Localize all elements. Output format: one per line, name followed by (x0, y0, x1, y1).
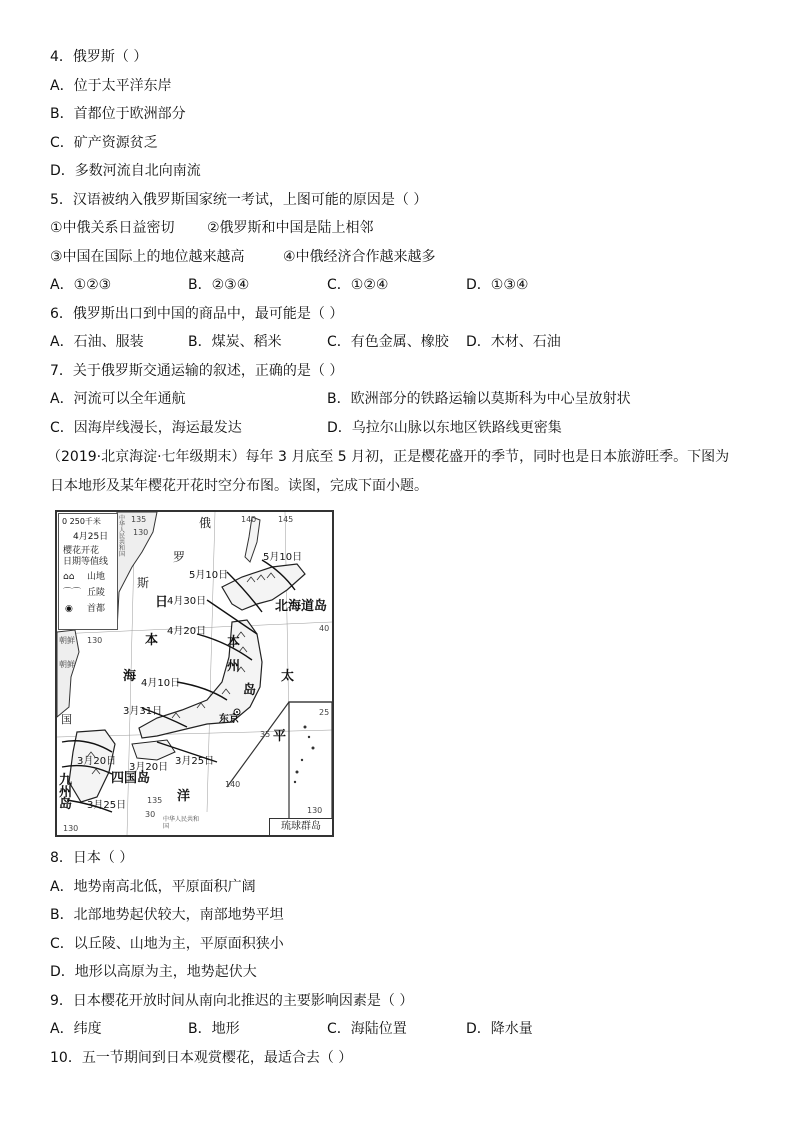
q7-option-d: D．乌拉尔山脉以东地区铁路线更密集 (327, 420, 562, 436)
legend-isoline-desc-2: 日期等值线 (63, 557, 109, 567)
label-pacific-2: 平 (273, 729, 287, 744)
coord-lon-135-top: 135 (131, 515, 147, 524)
coord-lon-130-top: 130 (133, 528, 149, 537)
q8-option-d: D．地形以高原为主，地势起伏大 (50, 964, 257, 980)
coord-inset-25: 25 (319, 708, 330, 717)
label-sea-japan-3: 海 (123, 669, 137, 684)
q4-option-a: A．位于太平洋东岸 (50, 78, 172, 94)
q4-option-b: B．首都位于欧洲部分 (50, 106, 186, 122)
isoline-may10-b: 5月10日 (189, 570, 229, 581)
intro-line-2: 日本地形及某年樱花开花时空分布图。读图，完成下面小题。 (50, 478, 428, 494)
q7-option-c: C．因海岸线漫长，海运最发达 (50, 420, 242, 436)
label-honshu-2: 州 (227, 659, 241, 674)
q6-option-a: A．石油、服装 (50, 334, 144, 350)
isoline-mar25-b: 3月25日 (87, 800, 127, 811)
label-russia-3: 斯 (137, 576, 150, 590)
coord-lon-145-top: 145 (278, 515, 294, 524)
label-honshu-3: 岛 (243, 683, 257, 698)
q8-option-c: C．以丘陵、山地为主，平原面积狭小 (50, 936, 284, 952)
q4-stem: 4．俄罗斯（ ） (50, 49, 148, 65)
coord-lon-130-bottom: 130 (63, 824, 79, 833)
legend-mountain: 山地 (87, 572, 106, 582)
label-hokkaido: 北海道岛 (275, 599, 328, 614)
coord-lat-35: 35 (260, 730, 271, 739)
label-korea-south: 朝鲜 (59, 660, 75, 669)
label-honshu-1: 本 (227, 635, 241, 650)
label-china-top: 中华人民共和国 (119, 515, 126, 558)
label-pacific-1: 太 (281, 669, 295, 684)
q5-statement-2: ②俄罗斯和中国是陆上相邻 (207, 220, 374, 236)
q5-statement-1: ①中俄关系日益密切 (50, 220, 175, 236)
legend-hill: 丘陵 (87, 588, 106, 598)
q9-option-a: A．纬度 (50, 1021, 102, 1037)
q7-stem: 7．关于俄罗斯交通运输的叙述，正确的是（ ） (50, 363, 344, 379)
label-russia-2: 罗 (173, 550, 186, 564)
q5-statement-3: ③中国在国际上的地位越来越高 (50, 249, 245, 265)
q4-option-c: C．矿产资源贫乏 (50, 135, 158, 151)
q7-option-a: A．河流可以全年通航 (50, 391, 186, 407)
label-russia-1: 俄 (199, 516, 212, 530)
q9-option-d: D．降水量 (466, 1021, 533, 1037)
legend-scale: 0 250千米 (62, 517, 101, 526)
q6-option-d: D．木材、石油 (466, 334, 561, 350)
q9-option-b: B．地形 (188, 1021, 240, 1037)
map-legend (58, 513, 118, 630)
label-shikoku: 四国岛 (111, 771, 151, 786)
q5-option-a: A．①②③ (50, 277, 112, 293)
label-korea-north: 朝鲜 (59, 636, 75, 645)
q9-stem: 9．日本樱花开放时间从南向北推迟的主要影响因素是（ ） (50, 993, 414, 1009)
label-kyushu-2: 州 (59, 785, 73, 800)
coord-lon-135-bottom: 135 (147, 796, 163, 805)
q5-option-b: B．②③④ (188, 277, 250, 293)
q9-option-c: C．海陆位置 (327, 1021, 407, 1037)
q8-stem: 8．日本（ ） (50, 850, 134, 866)
isoline-mar20-b: 3月20日 (129, 762, 169, 773)
isoline-may10-a: 5月10日 (263, 552, 303, 563)
coord-lat-30: 30 (145, 810, 156, 819)
coord-lon-140-bottom: 140 (225, 780, 241, 789)
isoline-apr30: 4月30日 (167, 596, 207, 607)
legend-isoline-desc-1: 樱花开花 (63, 546, 100, 556)
legend-capital-icon: ◉ (65, 604, 73, 614)
q5-option-c: C．①②④ (327, 277, 389, 293)
q8-option-a: A．地势南高北低，平原面积广阔 (50, 879, 256, 895)
coord-lon-140-top: 140 (241, 515, 257, 524)
q8-option-b: B．北部地势起伏较大，南部地势平坦 (50, 907, 284, 923)
label-korea-s1: 国 (61, 713, 72, 726)
isoline-mar25-a: 3月25日 (175, 756, 215, 767)
label-tokyo: 东京 (219, 714, 239, 725)
q5-stem: 5．汉语被纳入俄罗斯国家统一考试，上图可能的原因是（ ） (50, 192, 428, 208)
label-china-bottom: 中华人民共和国 (163, 816, 200, 830)
label-kyushu-1: 九 (59, 773, 73, 788)
label-pacific-3: 洋 (177, 789, 191, 804)
q6-option-c: C．有色金属、橡胶 (327, 334, 449, 350)
japan-cherry-blossom-map (55, 510, 334, 837)
coord-lat-40: 40 (319, 624, 330, 633)
label-sea-japan-2: 本 (145, 633, 159, 648)
legend-capital: 首都 (87, 604, 106, 614)
q6-stem: 6．俄罗斯出口到中国的商品中，最可能是（ ） (50, 306, 344, 322)
coord-lon-130-left: 130 (87, 636, 103, 645)
isoline-apr10: 4月10日 (141, 678, 181, 689)
q4-option-d: D．多数河流自北向南流 (50, 163, 201, 179)
intro-line-1: （2019·北京海淀·七年级期末）每年 3 月底至 5 月初，正是樱花盛开的季节，同时也是日本旅游旺季。下图为 (47, 449, 730, 465)
legend-isoline-date: 4月25日 (73, 532, 109, 542)
q7-option-b: B．欧洲部分的铁路运输以莫斯科为中心呈放射状 (327, 391, 631, 407)
label-kyushu-3: 岛 (59, 797, 73, 812)
coord-inset-130: 130 (307, 806, 323, 815)
q10-stem: 10．五一节期间到日本观赏樱花，最适合去（ ） (50, 1050, 353, 1066)
ryukyu-inset-label: 琉球群岛 (269, 818, 332, 835)
legend-hill-icon: ⌒⌒ (63, 588, 82, 598)
isoline-apr20: 4月20日 (167, 626, 207, 637)
q5-option-d: D．①③④ (466, 277, 529, 293)
isoline-mar31: 3月31日 (123, 706, 163, 717)
legend-mountain-icon: ⌂⌂ (63, 572, 75, 582)
isoline-mar20-a: 3月20日 (77, 756, 117, 767)
q5-statement-4: ④中俄经济合作越来越多 (283, 249, 436, 265)
label-sea-japan-1: 日 (155, 595, 169, 610)
q6-option-b: B．煤炭、稻米 (188, 334, 282, 350)
